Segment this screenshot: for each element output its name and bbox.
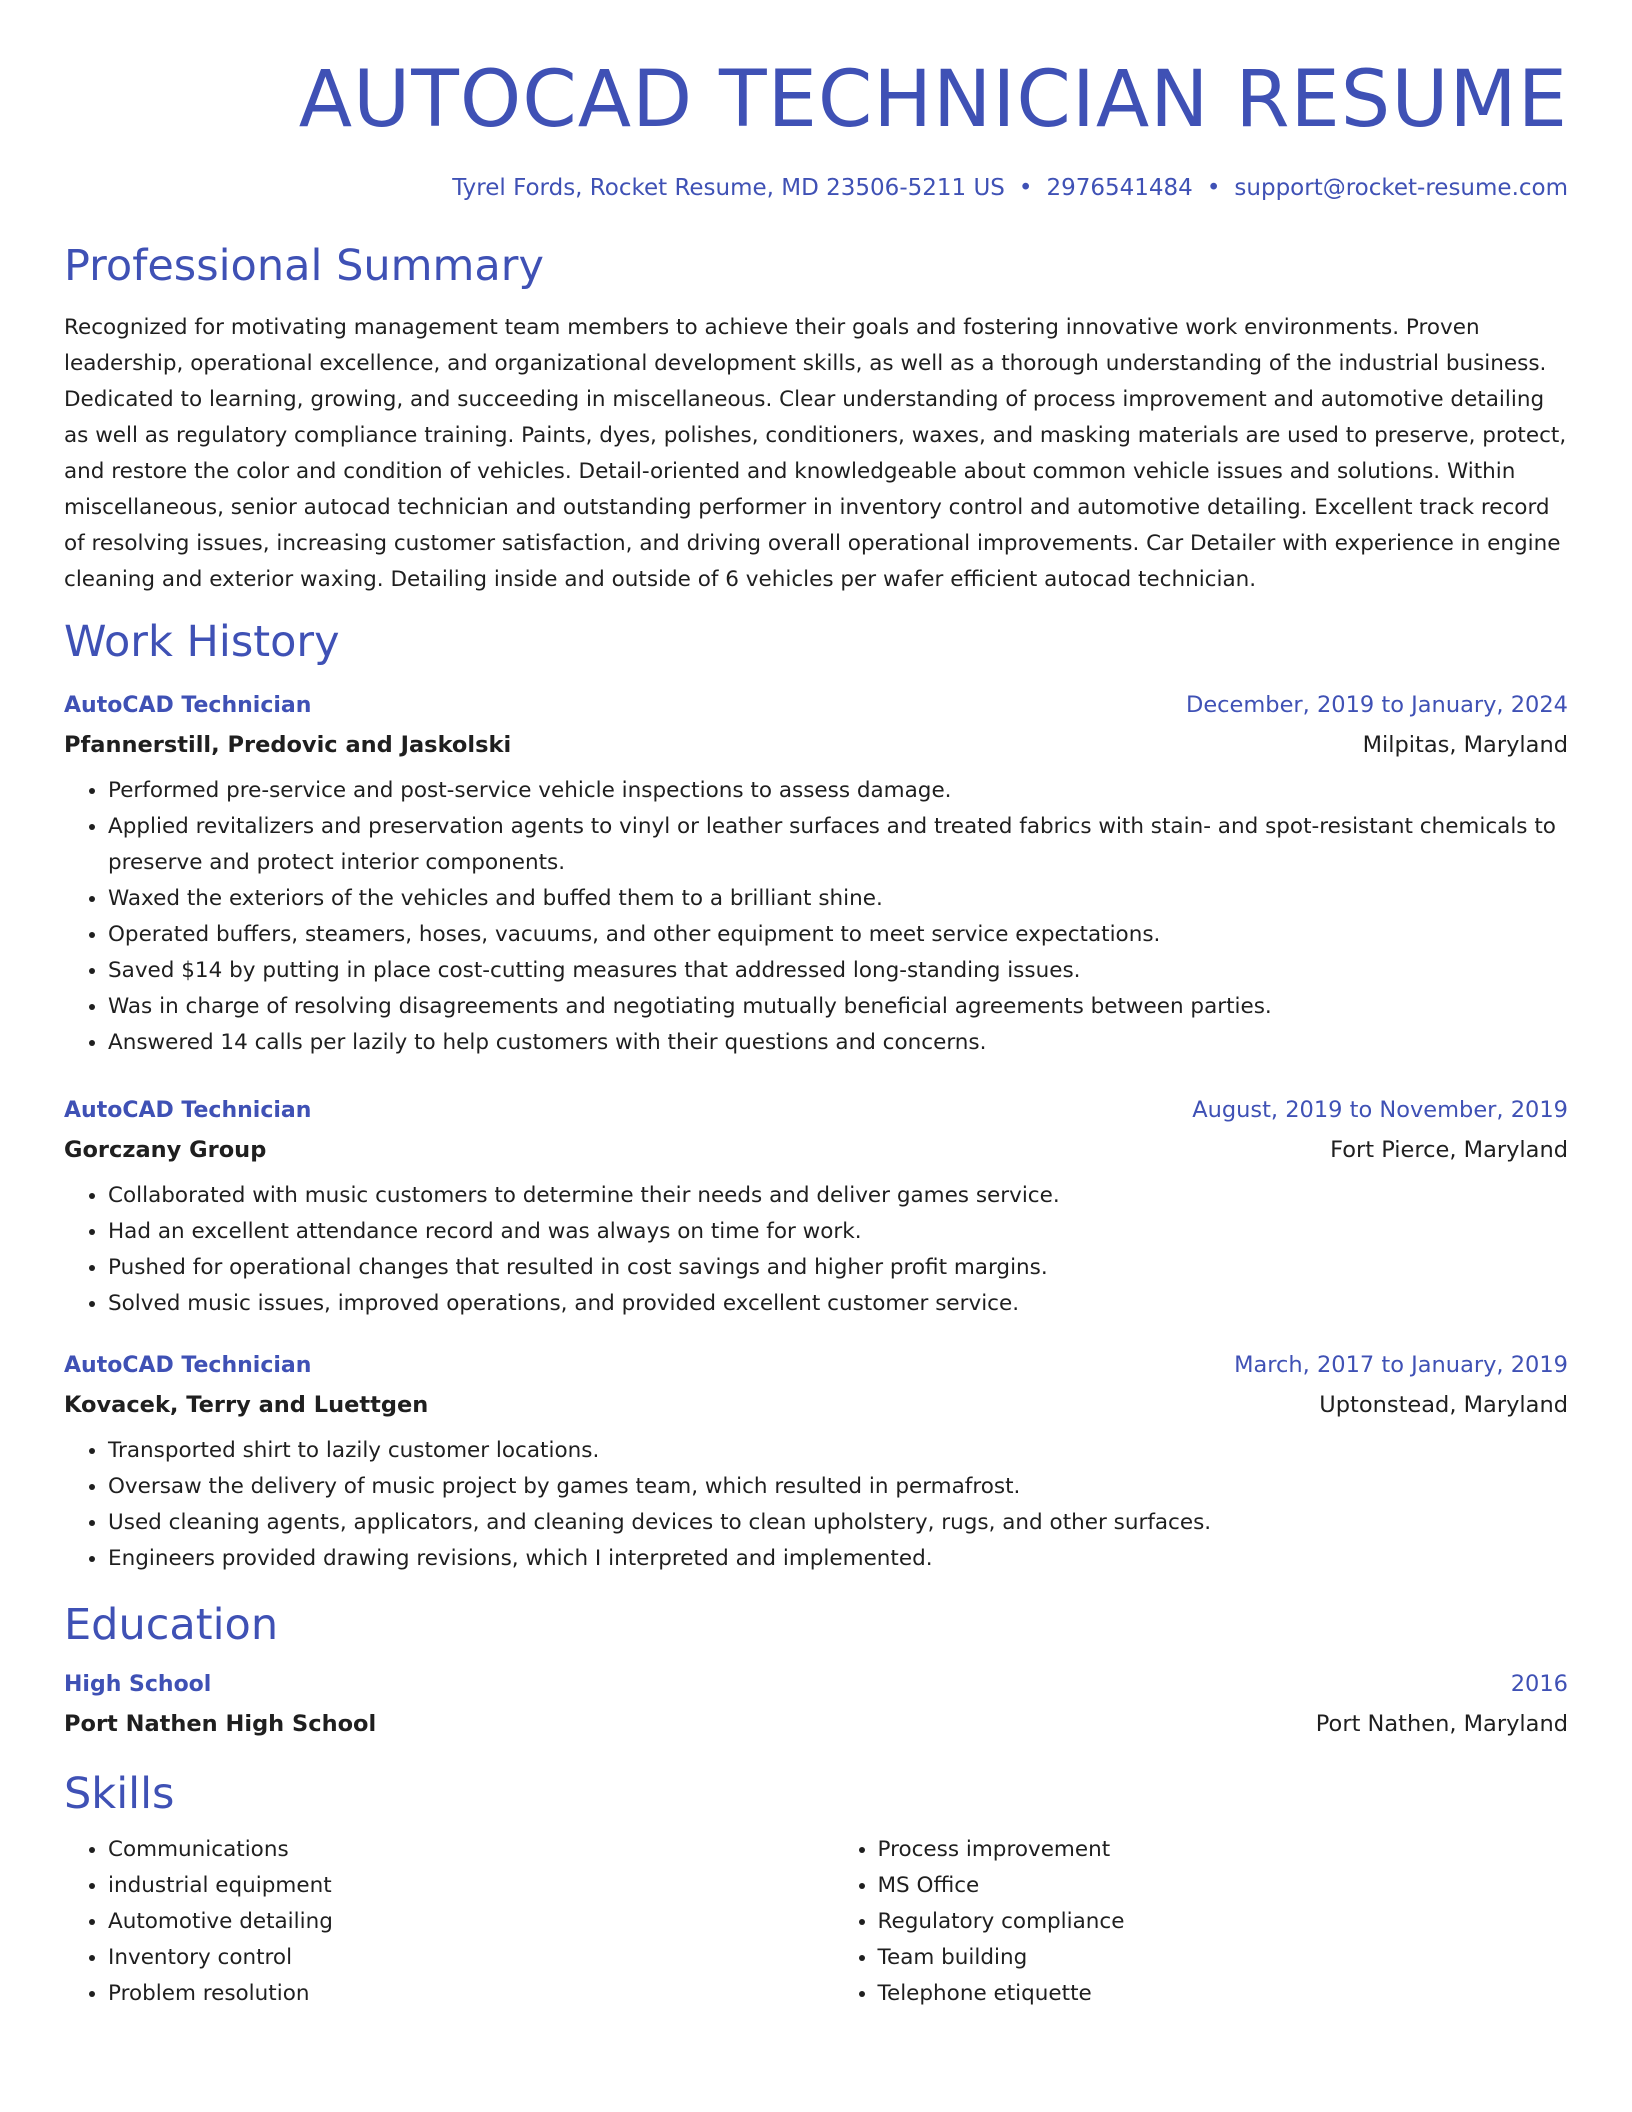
- skill-item: • Automotive detailing: [108, 1904, 799, 1940]
- job-entry: [64, 1346, 1568, 1577]
- contact-separator: •: [1206, 175, 1221, 201]
- skill-item: • Problem resolution: [108, 1976, 799, 2012]
- job-bullet: • Saved $14 by putting in place cost-cutting measures that addressed long-standing issues.: [108, 953, 1568, 989]
- job-bullet: • Solved music issues, improved operations, and provided excellent customer service.: [108, 1286, 1568, 1322]
- skills-column-2: [799, 1832, 1569, 2012]
- contact-phone[interactable]: 2976541484: [1046, 175, 1193, 201]
- job-company: Gorczany Group: [64, 1137, 267, 1163]
- summary-heading: Professional Summary: [64, 241, 544, 291]
- education-degree: High School: [64, 1672, 212, 1697]
- job-entry: [64, 686, 1568, 1061]
- job-bullet: • Engineers provided drawing revisions, which I interpreted and implemented.: [108, 1541, 1568, 1577]
- job-bullet: • Applied revitalizers and preservation agents to vinyl or leather surfaces and treated fabrics with stain- and spot-resistant chemicals to preserve and protect interior components.: [108, 809, 1568, 881]
- skills-heading: Skills: [64, 1769, 175, 1819]
- job-company: Pfannerstill, Predovic and Jaskolski: [64, 732, 512, 758]
- education-school: Port Nathen High School: [64, 1711, 377, 1737]
- education-year: 2016: [1510, 1671, 1568, 1697]
- skill-item: • Telephone etiquette: [878, 1976, 1569, 2012]
- education-entry: [64, 1665, 1568, 1744]
- job-bullet: • Operated buffers, steamers, hoses, vacuums, and other equipment to meet service expectations.: [108, 917, 1568, 953]
- contact-separator: •: [1018, 175, 1033, 201]
- skill-item: • Inventory control: [108, 1940, 799, 1976]
- job-dates: August, 2019 to November, 2019: [1192, 1097, 1568, 1123]
- work-history-heading: Work History: [64, 617, 340, 667]
- job-role: AutoCAD Technician: [64, 1353, 312, 1378]
- skill-item: • Regulatory compliance: [878, 1904, 1569, 1940]
- skill-item: • Communications: [108, 1832, 799, 1868]
- job-bullet: • Had an excellent attendance record and was always on time for work.: [108, 1214, 1568, 1250]
- job-dates: March, 2017 to January, 2019: [1234, 1352, 1568, 1378]
- contact-line: [64, 172, 1568, 204]
- job-entry: [64, 1091, 1568, 1322]
- job-bullet: • Oversaw the delivery of music project by games team, which resulted in permafrost.: [108, 1469, 1568, 1505]
- education-location: Port Nathen, Maryland: [1315, 1711, 1568, 1737]
- skills-column-1: [64, 1832, 799, 2012]
- job-location: Fort Pierce, Maryland: [1330, 1137, 1568, 1163]
- job-location: Milpitas, Maryland: [1362, 732, 1568, 758]
- job-bullet: • Transported shirt to lazily customer locations.: [108, 1433, 1568, 1469]
- skills-list: [64, 1832, 1568, 2012]
- job-dates: December, 2019 to January, 2024: [1186, 692, 1568, 718]
- job-bullet: • Waxed the exteriors of the vehicles and buffed them to a brilliant shine.: [108, 881, 1568, 917]
- contact-address: Tyrel Fords, Rocket Resume, MD 23506-5211 US: [452, 175, 1005, 201]
- skill-item: • MS Office: [878, 1868, 1569, 1904]
- resume-page: [64, 40, 1568, 2012]
- education-heading: Education: [64, 1600, 279, 1650]
- skill-item: • Team building: [878, 1940, 1569, 1976]
- job-location: Uptonstead, Maryland: [1319, 1392, 1568, 1418]
- job-bullet: • Used cleaning agents, applicators, and cleaning devices to clean upholstery, rugs, and other surfaces.: [108, 1505, 1568, 1541]
- job-bullet: • Performed pre-service and post-service vehicle inspections to assess damage.: [108, 773, 1568, 809]
- summary-text: Recognized for motivating management team members to achieve their goals and fostering innovative work environments. Proven leadership, operational excellence, and organizational development skills, as well as a thorough understanding of the industrial business. Dedicated to learning, growing, and succeeding in miscellaneous. Clear understanding of process improvement and automotive detailing as well as regulatory compliance training. Paints, dyes, polishes, conditioners, waxes, and masking materials are used to preserve, protect, and restore the color and condition of vehicles. Detail-oriented and knowledgeable about common vehicle issues and solutions. Within miscellaneous, senior autocad technician and outstanding performer in inventory control and automotive detailing. Excellent track record of resolving issues, increasing customer satisfaction, and driving overall operational improvements. Car Detailer with experience in engine cleaning and exterior waxing. Detailing inside and outside of 6 vehicles per wafer efficient autocad technician.: [64, 315, 1567, 592]
- job-bullet: • Collaborated with music customers to determine their needs and deliver games service.: [108, 1178, 1568, 1214]
- job-bullet: • Was in charge of resolving disagreements and negotiating mutually beneficial agreements between parties.: [108, 989, 1568, 1025]
- job-bullet: • Answered 14 calls per lazily to help customers with their questions and concerns.: [108, 1025, 1568, 1061]
- job-role: AutoCAD Technician: [64, 693, 312, 718]
- job-bullets: [64, 1178, 1568, 1322]
- job-role: AutoCAD Technician: [64, 1098, 312, 1123]
- skill-item: • Process improvement: [878, 1832, 1569, 1868]
- resume-title: AUTOCAD TECHNICIAN RESUME: [298, 55, 1568, 145]
- job-bullets: [64, 1433, 1568, 1577]
- job-bullet: • Pushed for operational changes that resulted in cost savings and higher profit margins.: [108, 1250, 1568, 1286]
- contact-email[interactable]: support@rocket-resume.com: [1234, 175, 1568, 201]
- job-bullets: [64, 773, 1568, 1061]
- skill-item: • industrial equipment: [108, 1868, 799, 1904]
- job-company: Kovacek, Terry and Luettgen: [64, 1392, 429, 1418]
